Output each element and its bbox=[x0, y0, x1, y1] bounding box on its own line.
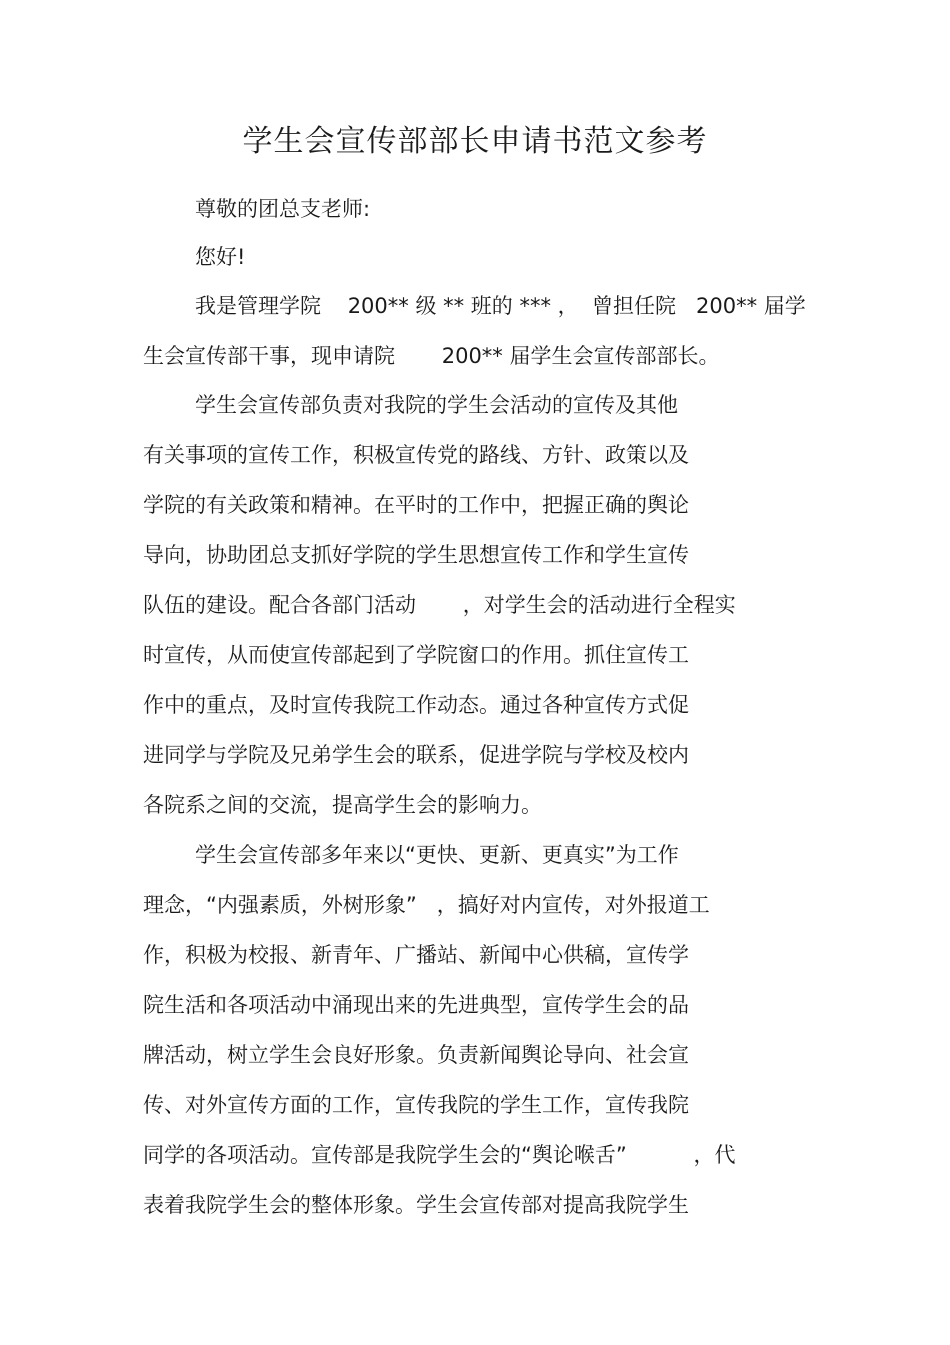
body-line: 理念，“内强素质，外树形象” ，搞好对内宣传，对外报道工 bbox=[143, 893, 710, 917]
body-line: 作，积极为校报、新青年、广播站、新闻中心供稿，宣传学 bbox=[143, 943, 689, 967]
body-line: 生会宣传部干事，现申请院 200** 届学生会宣传部部长。 bbox=[143, 344, 720, 368]
body-line: 进同学与学院及兄弟学生会的联系，促进学院与学校及校内 bbox=[143, 743, 689, 767]
body-line: 我是管理学院 200** 级 ** 班的 *** ， 曾担任院 200** 届学 bbox=[195, 294, 806, 318]
body-line: 学生会宣传部负责对我院的学生会活动的宣传及其他 bbox=[195, 393, 678, 417]
body-line: 学生会宣传部多年来以“更快、更新、更真实”为工作 bbox=[195, 843, 679, 867]
body-line: 各院系之间的交流，提高学生会的影响力。 bbox=[143, 793, 542, 817]
body-line: 作中的重点，及时宣传我院工作动态。通过各种宣传方式促 bbox=[143, 693, 689, 717]
body-line: 有关事项的宣传工作，积极宣传党的路线、方针、政策以及 bbox=[143, 443, 689, 467]
body-line: 院生活和各项活动中涌现出来的先进典型，宣传学生会的品 bbox=[143, 993, 689, 1017]
body-line: 同学的各项活动。宣传部是我院学生会的“舆论喉舌” ，代 bbox=[143, 1143, 736, 1167]
body-line: 牌活动，树立学生会良好形象。负责新闻舆论导向、社会宣 bbox=[143, 1043, 689, 1067]
greeting-line: 您好! bbox=[195, 245, 246, 269]
body-line: 导向，协助团总支抓好学院的学生思想宣传工作和学生宣传 bbox=[143, 543, 689, 567]
body-line: 传、对外宣传方面的工作，宣传我院的学生工作，宣传我院 bbox=[143, 1093, 689, 1117]
document-title: 学生会宣传部部长申请书范文参考 bbox=[242, 124, 708, 159]
body-line: 学院的有关政策和精神。在平时的工作中，把握正确的舆论 bbox=[143, 493, 689, 517]
salutation-line: 尊敬的团总支老师: bbox=[195, 197, 371, 221]
body-line: 队伍的建设。配合各部门活动 ，对学生会的活动进行全程实 bbox=[143, 593, 736, 617]
body-line: 表着我院学生会的整体形象。学生会宣传部对提高我院学生 bbox=[143, 1193, 689, 1217]
body-line: 时宣传，从而使宣传部起到了学院窗口的作用。抓住宣传工 bbox=[143, 643, 689, 667]
